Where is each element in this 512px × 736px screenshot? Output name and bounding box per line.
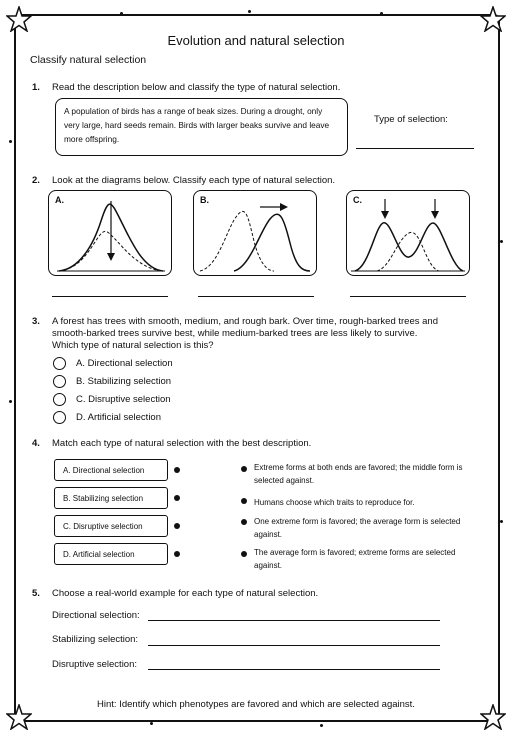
q1-passage-box — [55, 98, 348, 156]
decor-dot — [248, 10, 251, 13]
match-right-3-dot[interactable] — [241, 519, 247, 525]
match-left-c[interactable]: C. Disruptive selection — [54, 515, 168, 537]
decor-dot — [9, 400, 12, 403]
match-left-a-dot[interactable] — [174, 467, 180, 473]
decor-dot — [380, 12, 383, 15]
q1-prompt: Read the description below and classify the type of natural selection. — [52, 82, 341, 93]
page-title: Evolution and natural selection — [167, 33, 345, 48]
diagram-b — [193, 190, 317, 276]
q3-option-c-radio[interactable] — [53, 393, 66, 406]
match-right-2: Humans choose which traits to reproduce for. — [254, 498, 415, 507]
q3-option-b-radio[interactable] — [53, 375, 66, 388]
q5-answer-disruptive[interactable] — [148, 669, 440, 670]
match-left-d-dot[interactable] — [174, 551, 180, 557]
q5-number: 5. — [32, 588, 40, 599]
match-right-4-dot[interactable] — [241, 551, 247, 557]
q4-number: 4. — [32, 438, 40, 449]
q1-passage: A population of birds has a range of beak sizes. During a drought, only very large, hard seeds remain. Birds with larger beaks survive and leave more offspring. — [64, 106, 330, 144]
match-left-c-dot[interactable] — [174, 523, 180, 529]
q5-label-stabilizing: Stabilizing selection: — [52, 634, 139, 645]
q3-number: 3. — [32, 316, 40, 327]
q3-option-c: C. Disruptive selection — [76, 394, 171, 405]
diagram-b-answer-line[interactable] — [198, 296, 314, 297]
q4-prompt: Match each type of natural selection with the best description. — [52, 438, 312, 449]
q1-number: 1. — [32, 82, 40, 93]
q1-answer-line[interactable] — [356, 148, 474, 149]
q3-option-b: B. Stabilizing selection — [76, 376, 172, 387]
q2-prompt: Look at the diagrams below. Classify each type of natural selection. — [52, 175, 336, 186]
diagram-c — [346, 190, 470, 276]
decor-dot — [320, 724, 323, 727]
match-right-3: One extreme form is favored; the average form is selected against. — [254, 517, 461, 539]
match-left-d[interactable]: D. Artificial selection — [54, 543, 168, 565]
match-right-1: Extreme forms at both ends are favored; the middle form is selected against. — [254, 463, 463, 485]
diagram-b-label: B. — [200, 195, 209, 205]
decor-dot — [500, 520, 503, 523]
decor-dot — [500, 240, 503, 243]
match-right-2-dot[interactable] — [241, 498, 247, 504]
diagram-a — [48, 190, 172, 276]
star-icon — [480, 6, 506, 32]
q3-option-d-radio[interactable] — [53, 411, 66, 424]
hint-text: Hint: Identify which phenotypes are favored and which are selected against. — [97, 699, 415, 710]
q2-number: 2. — [32, 175, 40, 186]
q3-line2: smooth-barked trees survive best, while medium-barked trees are less likely to survive. — [52, 328, 418, 339]
match-left-a[interactable]: A. Directional selection — [54, 459, 168, 481]
q3-line3: Which type of natural selection is this? — [52, 340, 214, 351]
match-left-b[interactable]: B. Stabilizing selection — [54, 487, 168, 509]
diagram-c-answer-line[interactable] — [350, 296, 466, 297]
diagram-c-label: C. — [353, 195, 362, 205]
decor-dot — [120, 12, 123, 15]
diagram-a-label: A. — [55, 195, 64, 205]
q5-prompt: Choose a real-world example for each type of natural selection. — [52, 588, 319, 599]
q3-option-a: A. Directional selection — [76, 358, 173, 369]
q5-label-directional: Directional selection: — [52, 610, 140, 621]
q3-option-a-radio[interactable] — [53, 357, 66, 370]
decor-dot — [150, 722, 153, 725]
decor-dot — [9, 140, 12, 143]
diagram-a-answer-line[interactable] — [52, 296, 168, 297]
q5-label-disruptive: Disruptive selection: — [52, 659, 138, 670]
match-right-4: The average form is favored; extreme forms are selected against. — [254, 548, 456, 570]
match-left-b-dot[interactable] — [174, 495, 180, 501]
match-right-1-dot[interactable] — [241, 466, 247, 472]
q3-line1: A forest has trees with smooth, medium, and rough bark. Over time, rough-barked trees and — [52, 316, 438, 327]
q1-answer-label: Type of selection: — [374, 114, 448, 125]
section-subtitle: Classify natural selection — [30, 54, 147, 66]
star-icon — [6, 6, 32, 32]
q5-answer-stabilizing[interactable] — [148, 645, 440, 646]
q5-answer-directional[interactable] — [148, 620, 440, 621]
q3-option-d: D. Artificial selection — [76, 412, 162, 423]
